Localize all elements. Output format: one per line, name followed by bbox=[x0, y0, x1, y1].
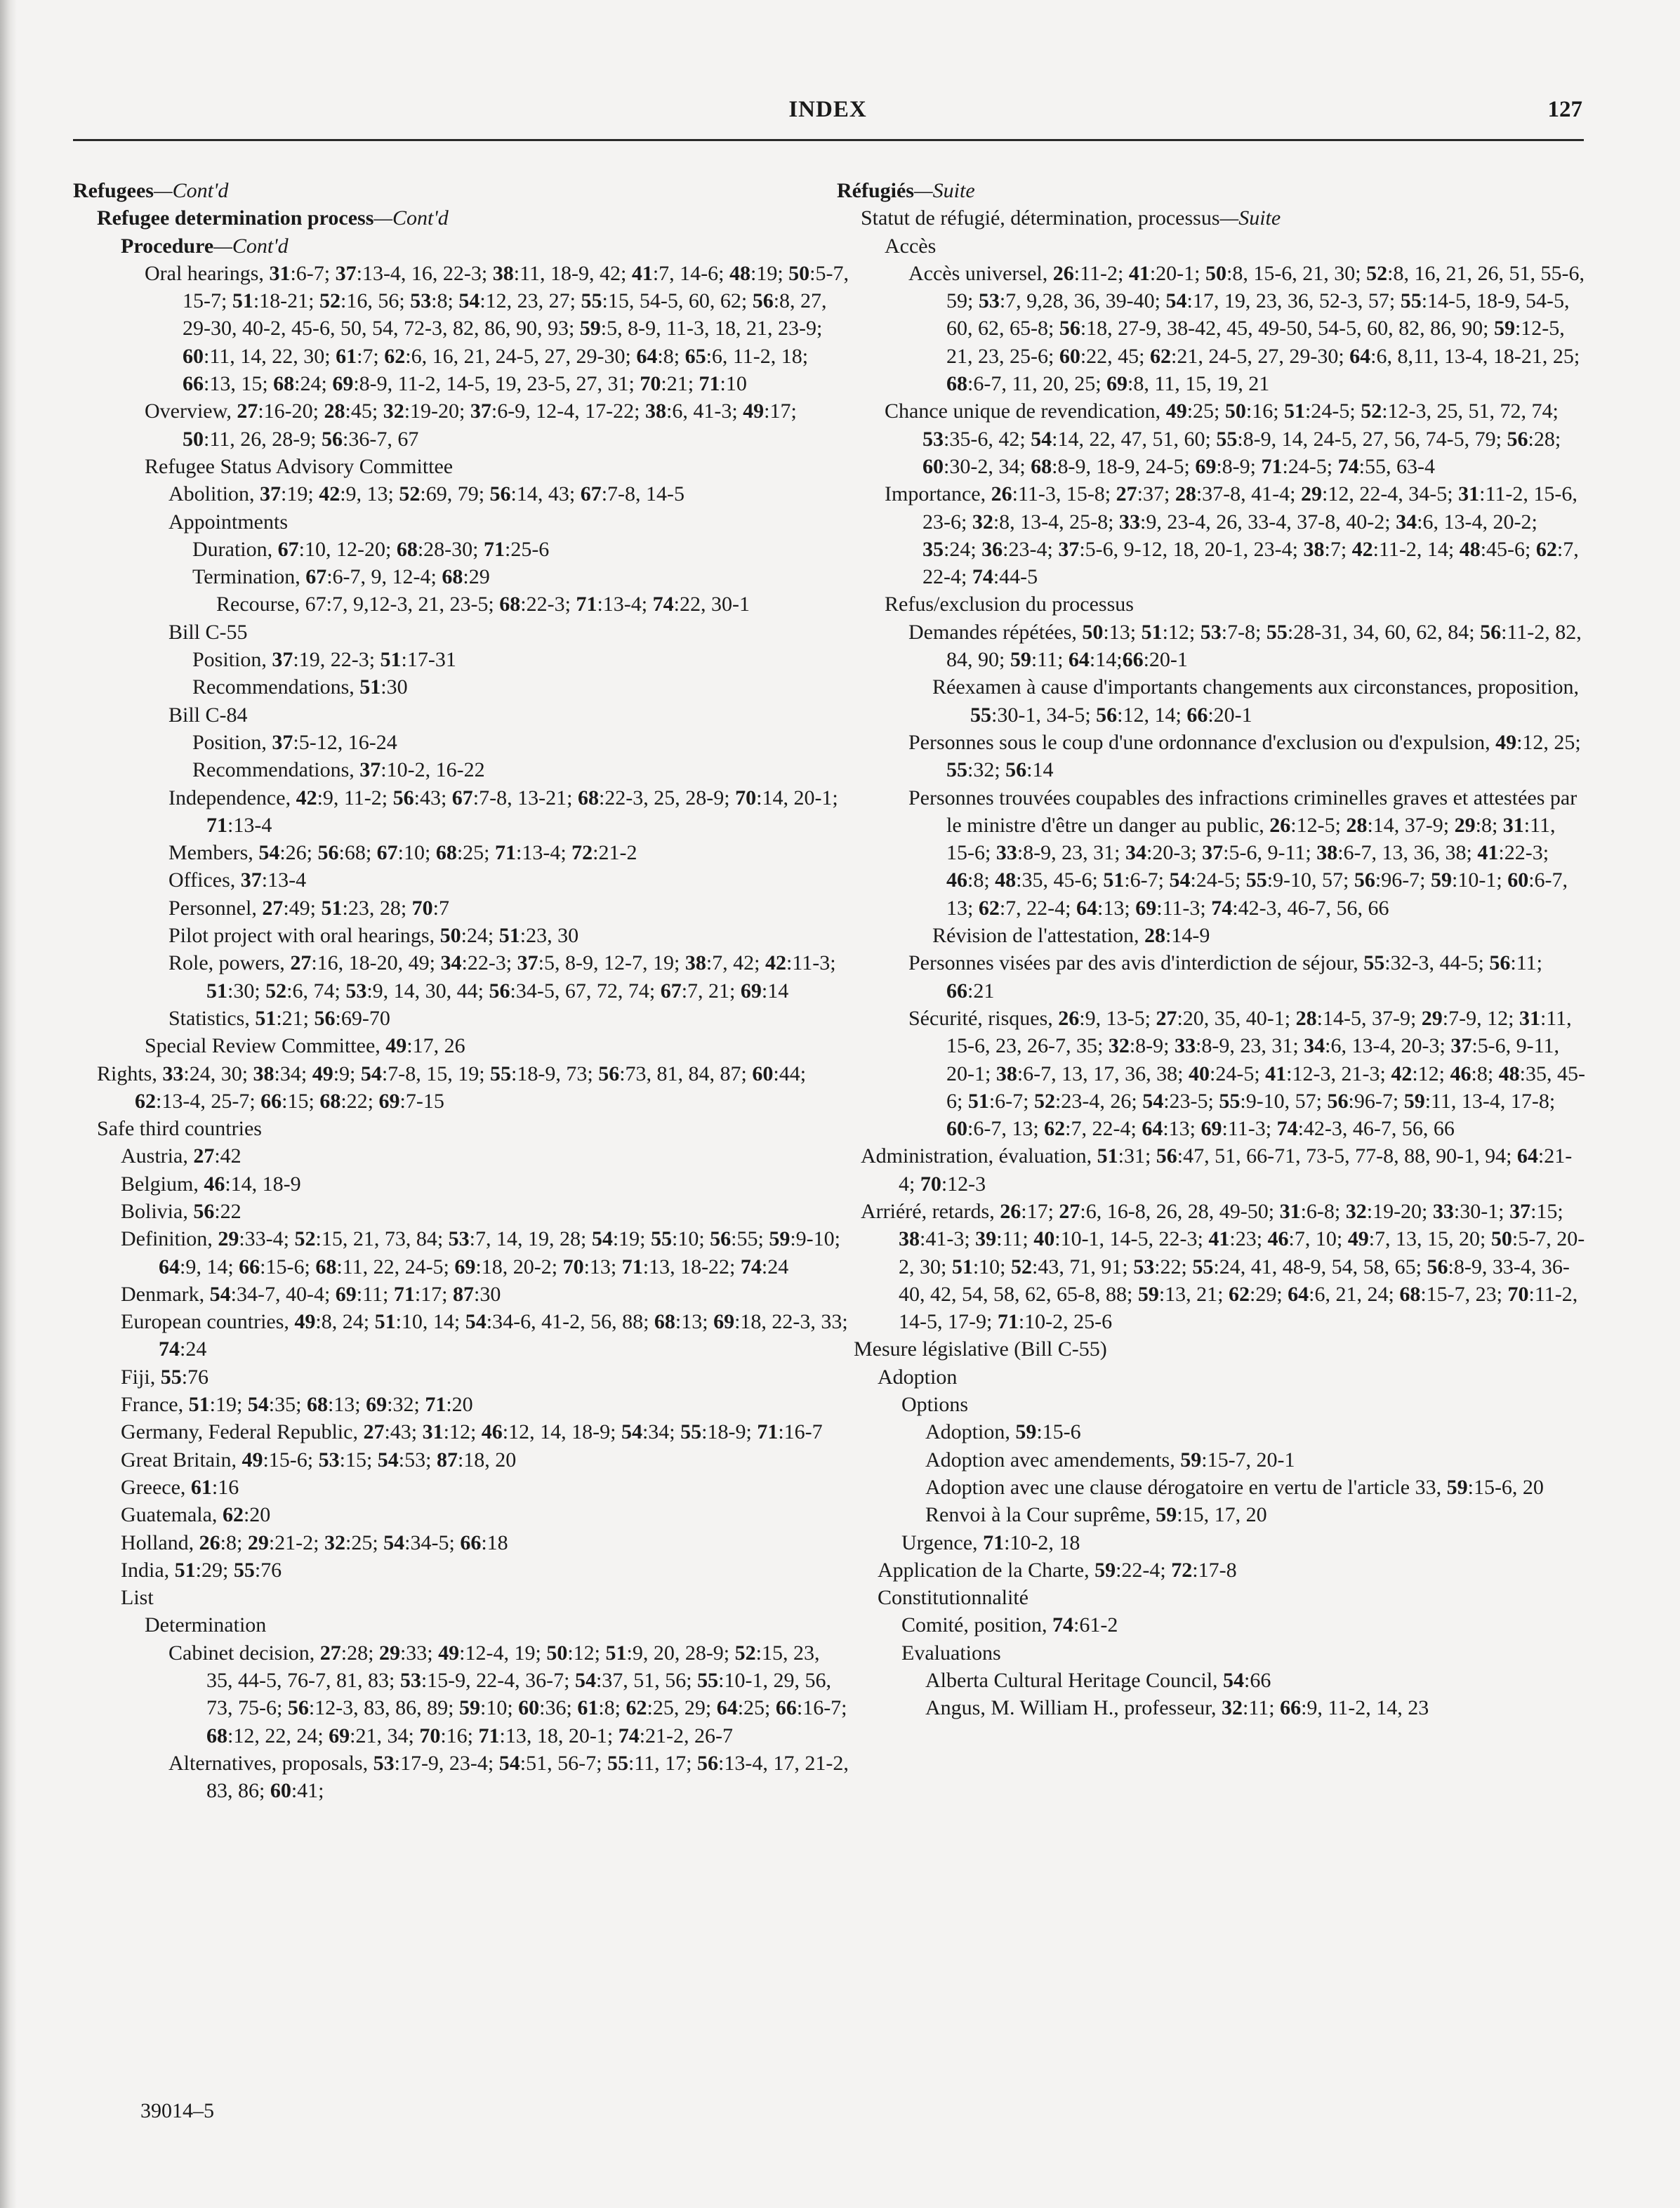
index-entry: Personnes trouvées coupables des infractions criminelles graves et attestées par le ministre d'être un danger au public, 26:12-5; 28:14, 37-9; 29:8; 31:11, 15-6; 33:8-9, 23, 31; 34:20-3; 37:5-6, 9-11; 38:6-7, 13, 36, 38; 41:22-3; 46:8; 48:35, 45-6; 51:6-7; 54:24-5; 55:9-10, 57; 56:96-7; 59:10-1; 60:6-7, 13; 62:7, 22-4; 64:13; 69:11-3; 74:42-3, 46-7, 56, 66 bbox=[908, 786, 1578, 920]
index-entry: Adoption bbox=[878, 1365, 958, 1389]
index-entry: Greece, 61:16 bbox=[121, 1475, 239, 1499]
index-entry bbox=[73, 232, 849, 260]
index-entry: Duration, 67:10, 12-20; 68:28-30; 71:25-6 bbox=[192, 537, 550, 561]
page-number: 127 bbox=[1547, 97, 1582, 122]
index-entry: Chance unique de revendication, 49:25; 50:16; 51:24-5; 52:12-3, 25, 51, 72, 74; 53:35-6, 42; 54:14, 22, 47, 51, 60; 55:8-9, 14, 24-5, 27, 56, 74-5, 79; 56:28; 60:30-2, 34; 68:8-9, 18-9, 24-5; 69:8-9; 71:24-5; 74:55, 63-4 bbox=[885, 399, 1561, 478]
index-entry: Options bbox=[901, 1393, 969, 1417]
index-entry: India, 51:29; 55:76 bbox=[121, 1558, 282, 1582]
index-entry: Administration, évaluation, 51:31; 56:47, 51, 66-71, 73-5, 77-8, 88, 90-1, 94; 64:21-4; 70:12-3 bbox=[861, 1144, 1573, 1196]
continued-marker: —Suite bbox=[913, 179, 975, 202]
index-entry: Safe third countries bbox=[97, 1117, 262, 1141]
index-entry: Holland, 26:8; 29:21-2; 32:25; 54:34-5; 66:18 bbox=[121, 1531, 508, 1554]
index-entry: Abolition, 37:19; 42:9, 13; 52:69, 79; 56:14, 43; 67:7-8, 14-5 bbox=[168, 482, 685, 506]
index-entry: List bbox=[121, 1586, 154, 1610]
index-entry: Determination bbox=[145, 1613, 267, 1637]
continued-marker: —Cont'd bbox=[153, 179, 229, 202]
index-entry: Members, 54:26; 56:68; 67:10; 68:25; 71:13-4; 72:21-2 bbox=[168, 841, 637, 865]
index-entry: Independence, 42:9, 11-2; 56:43; 67:7-8, 13-21; 68:22-3, 25, 28-9; 70:14, 20-1; 71:13-4 bbox=[168, 786, 838, 837]
index-entry: Demandes répétées, 50:13; 51:12; 53:7-8; 55:28-31, 34, 60, 62, 84; 56:11-2, 82, 84, 90; 59:11; 64:14;66:20-1 bbox=[908, 620, 1582, 672]
index-entry: Sécurité, risques, 26:9, 13-5; 27:20, 35, 40-1; 28:14-5, 37-9; 29:7-9, 12; 31:11, 15-6, 23, 26-7, 35; 32:8-9; 33:8-9, 23, 31; 34:6, 13-4, 20-3; 37:5-6, 9-11, 20-1; 38:6-7, 13, 17, 36, 38; 40:24-5; 41:12-3, 21-3; 42:12; 46:8; 48:35, 45-6; 51:6-7; 52:23-4, 26; 54:23-5; 55:9-10, 57; 56:96-7; 59:11, 13-4, 17-8; 60:6-7, 13; 62:7, 22-4; 64:13; 69:11-3; 74:42-3, 46-7, 56, 66 bbox=[908, 1006, 1585, 1141]
index-entry: Adoption, 59:15-6 bbox=[925, 1420, 1081, 1444]
index-entry: Statistics, 51:21; 56:69-70 bbox=[168, 1006, 390, 1030]
index-entry: Adoption avec une clause dérogatoire en vertu de l'article 33, 59:15-6, 20 bbox=[925, 1475, 1544, 1499]
index-entry: Oral hearings, 31:6-7; 37:13-4, 16, 22-3; 38:11, 18-9, 42; 41:7, 14-6; 48:19; 50:5-7, 15-7; 51:18-21; 52:16, 56; 53:8; 54:12, 23, 27; 55:15, 54-5, 60, 62; 56:8, 27, 29-30, 40-2, 45-6, 50, 54, 72-3, 82, 86, 90, 93; 59:5, 8-9, 11-3, 18, 21, 23-9; 60:11, 14, 22, 30; 61:7; 62:6, 16, 21, 24-5, 27, 29-30; 64:8; 65:6, 11-2, 18; 66:13, 15; 68:24; 69:8-9, 11-2, 14-5, 19, 23-5, 27, 31; 70:21; 71:10 bbox=[145, 261, 849, 396]
continued-marker: —Cont'd bbox=[213, 234, 289, 258]
index-entry: Special Review Committee, 49:17, 26 bbox=[145, 1034, 465, 1058]
index-entry: Accès universel, 26:11-2; 41:20-1; 50:8, 15-6, 21, 30; 52:8, 16, 21, 26, 51, 55-6, 59; 53:7, 9,28, 36, 39-40; 54:17, 19, 23, 36, 52-3, 57; 55:14-5, 18-9, 54-5, 60, 62, 65-8; 56:18, 27-9, 38-42, 45, 49-50, 54-5, 60, 82, 86, 90; 59:12-5, 21, 23, 25-6; 60:22, 45; 62:21, 24-5, 27, 29-30; 64:6, 8,11, 13-4, 18-21, 25; 68:6-7, 11, 20, 25; 69:8, 11, 15, 19, 21 bbox=[908, 261, 1585, 396]
page-header bbox=[73, 97, 1582, 132]
index-entry: Appointments bbox=[168, 510, 288, 534]
header-rule bbox=[73, 139, 1584, 141]
index-entry: Denmark, 54:34-7, 40-4; 69:11; 71:17; 87:30 bbox=[121, 1282, 501, 1306]
index-entry: Recommendations, 37:10-2, 16-22 bbox=[192, 758, 485, 782]
index-entry: Overview, 27:16-20; 28:45; 32:19-20; 37:6-9, 12-4, 17-22; 38:6, 41-3; 49:17; 50:11, 26, 28-9; 56:36-7, 67 bbox=[145, 399, 797, 451]
index-entry: Accès bbox=[885, 234, 937, 258]
index-entry: Personnes visées par des avis d'interdiction de séjour, 55:32-3, 44-5; 56:11; 66:21 bbox=[908, 951, 1542, 1003]
index-entry: Pilot project with oral hearings, 50:24; 51:23, 30 bbox=[168, 924, 579, 948]
index-entry: Constitutionnalité bbox=[878, 1586, 1028, 1610]
index-entry: Refus/exclusion du processus bbox=[885, 593, 1134, 616]
index-entry: Réexamen à cause d'importants changements aux circonstances, proposition, 55:30-1, 34-5; 56:12, 14; 66:20-1 bbox=[932, 675, 1579, 727]
index-entry bbox=[73, 204, 849, 232]
page-title: INDEX bbox=[788, 97, 867, 122]
index-entry: Mesure législative (Bill C-55) bbox=[854, 1337, 1107, 1361]
index-entry: Personnes sous le coup d'une ordonnance d'exclusion ou d'expulsion, 49:12, 25; 55:32; 56:14 bbox=[908, 730, 1581, 782]
index-entry: Bolivia, 56:22 bbox=[121, 1199, 242, 1223]
index-entry: Application de la Charte, 59:22-4; 72:17-8 bbox=[878, 1558, 1237, 1582]
index-entry bbox=[837, 177, 1585, 204]
index-entry: Great Britain, 49:15-6; 53:15; 54:53; 87:18, 20 bbox=[121, 1448, 517, 1472]
entry-heading: Réfugiés bbox=[837, 179, 914, 202]
index-entry: Adoption avec amendements, 59:15-7, 20-1 bbox=[925, 1448, 1295, 1472]
entry-heading: Procedure bbox=[121, 234, 214, 258]
index-entry: Urgence, 71:10-2, 18 bbox=[901, 1531, 1080, 1554]
index-entry: Arriéré, retards, 26:17; 27:6, 16-8, 26, 28, 49-50; 31:6-8; 32:19-20; 33:30-1; 37:15; 38:41-3; 39:11; 40:10-1, 14-5, 22-3; 41:23; 46:7, 10; 49:7, 13, 15, 20; 50:5-7, 20-2, 30; 51:10; 52:43, 71, 91; 53:22; 55:24, 41, 48-9, 54, 58, 65; 56:8-9, 33-4, 36-40, 42, 54, 58, 62, 65-8, 88; 59:13, 21; 62:29; 64:6, 21, 24; 68:15-7, 23; 70:11-2, 14-5, 17-9; 71:10-2, 25-6 bbox=[861, 1199, 1585, 1334]
continued-marker: —Cont'd bbox=[373, 206, 449, 230]
right-column bbox=[837, 177, 1585, 1722]
entry-heading: Statut de réfugié, détermination, processus bbox=[861, 206, 1220, 230]
index-entry: Offices, 37:13-4 bbox=[168, 868, 307, 892]
index-entry: Personnel, 27:49; 51:23, 28; 70:7 bbox=[168, 896, 450, 920]
index-entry bbox=[73, 177, 849, 204]
index-entry: Austria, 27:42 bbox=[121, 1144, 242, 1168]
index-entry: Belgium, 46:14, 18-9 bbox=[121, 1172, 301, 1196]
index-entry: Definition, 29:33-4; 52:15, 21, 73, 84; 53:7, 14, 19, 28; 54:19; 55:10; 56:55; 59:9-10; 64:9, 14; 66:15-6; 68:11, 22, 24-5; 69:18, 20-2; 70:13; 71:13, 18-22; 74:24 bbox=[121, 1227, 841, 1278]
index-entry: Alternatives, proposals, 53:17-9, 23-4; 54:51, 56-7; 55:11, 17; 56:13-4, 17, 21-2, 83, 86; 60:41; bbox=[168, 1751, 849, 1803]
index-entry: Refugee Status Advisory Committee bbox=[145, 454, 454, 478]
index-entry: Révision de l'attestation, 28:14-9 bbox=[932, 924, 1210, 948]
index-entry: Rights, 33:24, 30; 38:34; 49:9; 54:7-8, 15, 19; 55:18-9, 73; 56:73, 81, 84, 87; 60:44; 62:13-4, 25-7; 66:15; 68:22; 69:7-15 bbox=[97, 1062, 807, 1113]
index-entry bbox=[837, 204, 1585, 232]
index-entry: Angus, M. William H., professeur, 32:11; 66:9, 11-2, 14, 23 bbox=[925, 1696, 1429, 1720]
index-entry: Comité, position, 74:61-2 bbox=[901, 1613, 1118, 1637]
index-entry: France, 51:19; 54:35; 68:13; 69:32; 71:20 bbox=[121, 1393, 473, 1417]
entry-heading: Refugees bbox=[73, 179, 154, 202]
index-entry: Guatemala, 62:20 bbox=[121, 1503, 271, 1527]
continued-marker: —Suite bbox=[1219, 206, 1281, 230]
index-entry: Germany, Federal Republic, 27:43; 31:12; 46:12, 14, 18-9; 54:34; 55:18-9; 71:16-7 bbox=[121, 1420, 823, 1444]
index-entry: Cabinet decision, 27:28; 29:33; 49:12-4, 19; 50:12; 51:9, 20, 28-9; 52:15, 23, 35, 44-5, 76-7, 81, 83; 53:15-9, 22-4, 36-7; 54:37, 51, 56; 55:10-1, 29, 56, 73, 75-6; 56:12-3, 83, 86, 89; 59:10; 60:36; 61:8; 62:25, 29; 64:25; 66:16-7; 68:12, 22, 24; 69:21, 34; 70:16; 71:13, 18, 20-1; 74:21-2, 26-7 bbox=[168, 1641, 847, 1747]
page-edge-shadow bbox=[0, 0, 17, 2208]
index-entry: Role, powers, 27:16, 18-20, 49; 34:22-3; 37:5, 8-9, 12-7, 19; 38:7, 42; 42:11-3; 51:30; 52:6, 74; 53:9, 14, 30, 44; 56:34-5, 67, 72, 74; 67:7, 21; 69:14 bbox=[168, 951, 836, 1003]
index-entry: Fiji, 55:76 bbox=[121, 1365, 209, 1389]
index-entry: Bill C-55 bbox=[168, 620, 248, 644]
index-entry: Recourse, 67:7, 9,12-3, 21, 23-5; 68:22-3; 71:13-4; 74:22, 30-1 bbox=[216, 593, 750, 616]
index-entry: Termination, 67:6-7, 9, 12-4; 68:29 bbox=[192, 565, 490, 589]
index-entry: Bill C-84 bbox=[168, 703, 248, 727]
index-entry: Position, 37:19, 22-3; 51:17-31 bbox=[192, 648, 456, 672]
left-column bbox=[73, 177, 849, 1805]
index-entry: Position, 37:5-12, 16-24 bbox=[192, 730, 397, 754]
index-entry: Evaluations bbox=[901, 1641, 1001, 1665]
index-entry: Importance, 26:11-3, 15-8; 27:37; 28:37-8, 41-4; 29:12, 22-4, 34-5; 31:11-2, 15-6, 23-6; 32:8, 13-4, 25-8; 33:9, 23-4, 26, 33-4, 37-8, 40-2; 34:6, 13-4, 20-2; 35:24; 36:23-4; 37:5-6, 9-12, 18, 20-1, 23-4; 38:7; 42:11-2, 14; 48:45-6; 62:7, 22-4; 74:44-5 bbox=[885, 482, 1579, 589]
index-entry: Recommendations, 51:30 bbox=[192, 675, 408, 699]
index-entry: Alberta Cultural Heritage Council, 54:66 bbox=[925, 1669, 1271, 1693]
entry-heading: Refugee determination process bbox=[97, 206, 374, 230]
index-entry: European countries, 49:8, 24; 51:10, 14; 54:34-6, 41-2, 56, 88; 68:13; 69:18, 22-3, 33; 74:24 bbox=[121, 1310, 848, 1361]
footer-code: 39014–5 bbox=[140, 2099, 214, 2122]
index-entry: Renvoi à la Cour suprême, 59:15, 17, 20 bbox=[925, 1503, 1267, 1527]
